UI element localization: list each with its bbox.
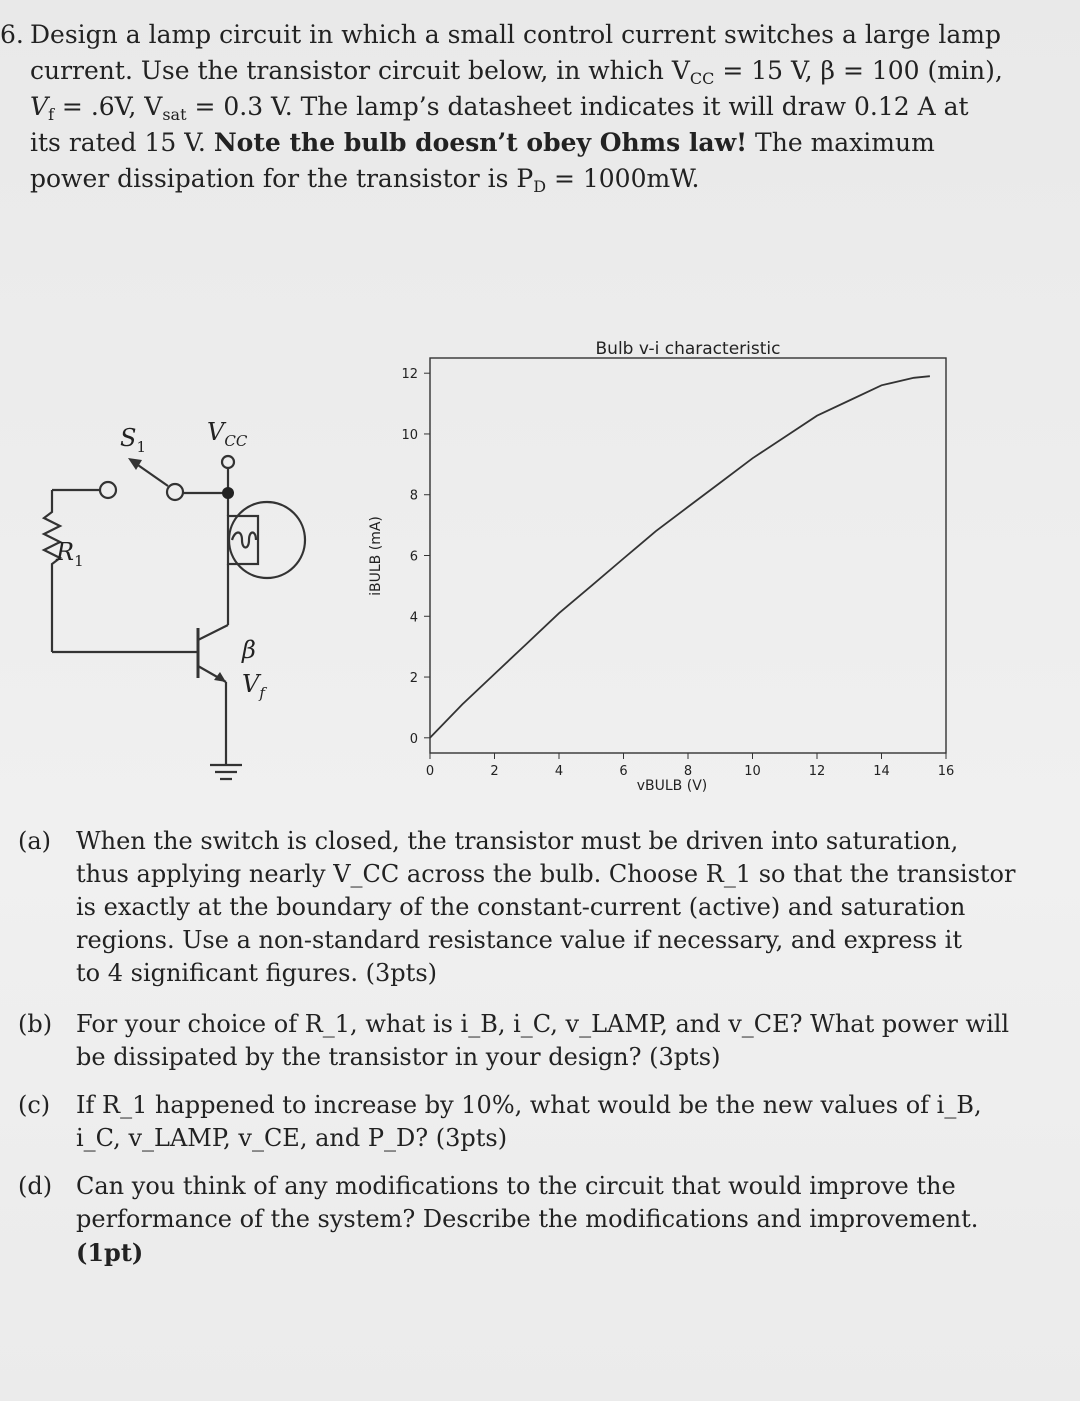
part-b-line-2: be dissipated by the transistor in your design? (3pts) xyxy=(76,1043,721,1071)
y-tick-label: 6 xyxy=(409,549,418,565)
beta-label: β xyxy=(242,636,256,664)
x-tick-label: 0 xyxy=(425,764,435,779)
y-tick-label: 10 xyxy=(401,427,418,443)
junction-dot xyxy=(222,487,234,499)
x-tick-label: 2 xyxy=(490,764,499,779)
transistor-circuit-diagram xyxy=(30,400,350,800)
part-c-line-2: i_C, v_LAMP, v_CE, and P_D? (3pts) xyxy=(76,1124,508,1152)
switch-s1-lever xyxy=(135,463,168,486)
chart-frame xyxy=(430,358,946,753)
lamp-bulb-icon xyxy=(229,502,305,578)
problem-line-3: $V_f = .6V$, $V_{sat} = 0.3$ V. The lamp’s datasheet indicates it will draw 0.12 A at xyxy=(30,92,969,124)
problem-line-5: power dissipation for the transistor is $P_D = 1000mW$. xyxy=(30,164,700,196)
problem-line-2: current. Use the transistor circuit below, in which $V_{CC} = 15$ V, β = 100 (min), xyxy=(30,56,1003,88)
part-a-line-1: When the switch is closed, the transistor must be driven into saturation, xyxy=(76,827,959,855)
y-tick-label: 2 xyxy=(409,671,418,687)
y-tick-label: 0 xyxy=(409,731,418,747)
s1-label: $S_1$ xyxy=(120,424,146,456)
x-tick-label: 10 xyxy=(744,764,761,779)
y-axis-label: iBULB (mA) xyxy=(368,516,384,596)
switch-terminal-left xyxy=(100,482,116,498)
vf-label: $V_f$ xyxy=(242,670,265,702)
part-b-line-1: For your choice of R_1, what is i_B, i_C, v_LAMP, and v_CE? What power will xyxy=(76,1010,1010,1038)
part-d-line-3: (1pt) xyxy=(76,1238,144,1267)
vcc-terminal xyxy=(222,456,234,468)
x-tick-label: 6 xyxy=(619,764,628,779)
part-a-line-5: to 4 significant figures. (3pts) xyxy=(76,959,437,987)
transistor-collector-lead xyxy=(198,625,228,640)
page: 6. Design a lamp circuit in which a small control current switches a large lamp current. Use the transistor circuit below, in which $V_{CC} = 15$ V, β = 100 (min), $V_f = .6V$, $V_{sat} = 0.3$ V. The lamp’s datasheet indicates it will draw 0.12 A at its rated 15 V. Note the bulb doesn’t obey Ohms law! The maximum power dissipation for the transistor is $P_D = 1000mW$. $R_1$ $S_1$ $V_{CC}$ β $V_f$ Bulb v-i characteristic 0 2 4 6 8 10 12 14 16 0 2 4 6 8 10 12 vBULB (V) iBULB (mA) (a) When the switch is closed, the transistor must be driven into saturation, thus applying nearly V_CC across the bulb. Choose R_1 so that the transistor is exactly at the boundary of the constant-current (active) and saturation regions. Use a non-standard resistance value if necessary, and express it to 4 significant figures. (3pts) (b) For your choice of R_1, what is i_B, i_C, v_LAMP, and v_CE? What power will be dissipated by the transistor in your design? (3pts) (c) If R_1 happened to increase by 10%, what would be the new values of i_B, i_C, v_LAMP, v_CE, and P_D? (3pts) (d) Can you think of any modifications to the circuit that would improve the performance of the system? Describe the modifications and improvement. (1pt) xyxy=(0,0,1080,1401)
x-tick-label: 12 xyxy=(808,764,826,779)
part-a-line-2: thus applying nearly V_CC across the bulb. Choose R_1 so that the transistor xyxy=(76,860,1016,888)
vcc-label: $V_{CC}$ xyxy=(207,418,248,450)
x-tick-label: 8 xyxy=(683,764,693,779)
resistor-r1-symbol xyxy=(44,490,60,652)
problem-line-1: Design a lamp circuit in which a small control current switches a large lamp xyxy=(30,20,1002,49)
part-a-line-4: regions. Use a non-standard resistance value if necessary, and express it xyxy=(76,926,962,954)
ground-icon xyxy=(210,765,242,779)
part-a-line-3: is exactly at the boundary of the constant-current (active) and saturation xyxy=(76,893,966,921)
part-d-line-1: Can you think of any modifications to the circuit that would improve the xyxy=(76,1172,956,1200)
part-c-line-1: If R_1 happened to increase by 10%, what would be the new values of i_B, xyxy=(76,1091,982,1119)
problem-number: 6. xyxy=(0,20,24,49)
switch-terminal-right xyxy=(167,484,183,500)
y-tick-label: 12 xyxy=(401,367,418,383)
x-tick-label: 16 xyxy=(937,764,955,779)
x-axis-label: vBULB (V) xyxy=(636,778,708,794)
switch-arrow-icon xyxy=(128,458,142,470)
part-d-line-2: performance of the system? Describe the modifications and improvement. xyxy=(76,1205,979,1233)
series-line xyxy=(430,376,930,738)
x-tick-label: 4 xyxy=(554,764,564,779)
bulb-vi-chart xyxy=(350,330,970,810)
y-tick-label: 8 xyxy=(409,488,418,504)
lamp-filament-icon xyxy=(232,533,256,548)
problem-line-4: its rated 15 V. Note the bulb doesn’t obey Ohms law! The maximum xyxy=(30,128,935,157)
x-tick-label: 14 xyxy=(873,764,890,779)
r1-label: $R_1$ xyxy=(56,538,84,570)
y-tick-label: 4 xyxy=(409,610,418,626)
chart-title: Bulb v-i characteristic xyxy=(595,339,781,359)
